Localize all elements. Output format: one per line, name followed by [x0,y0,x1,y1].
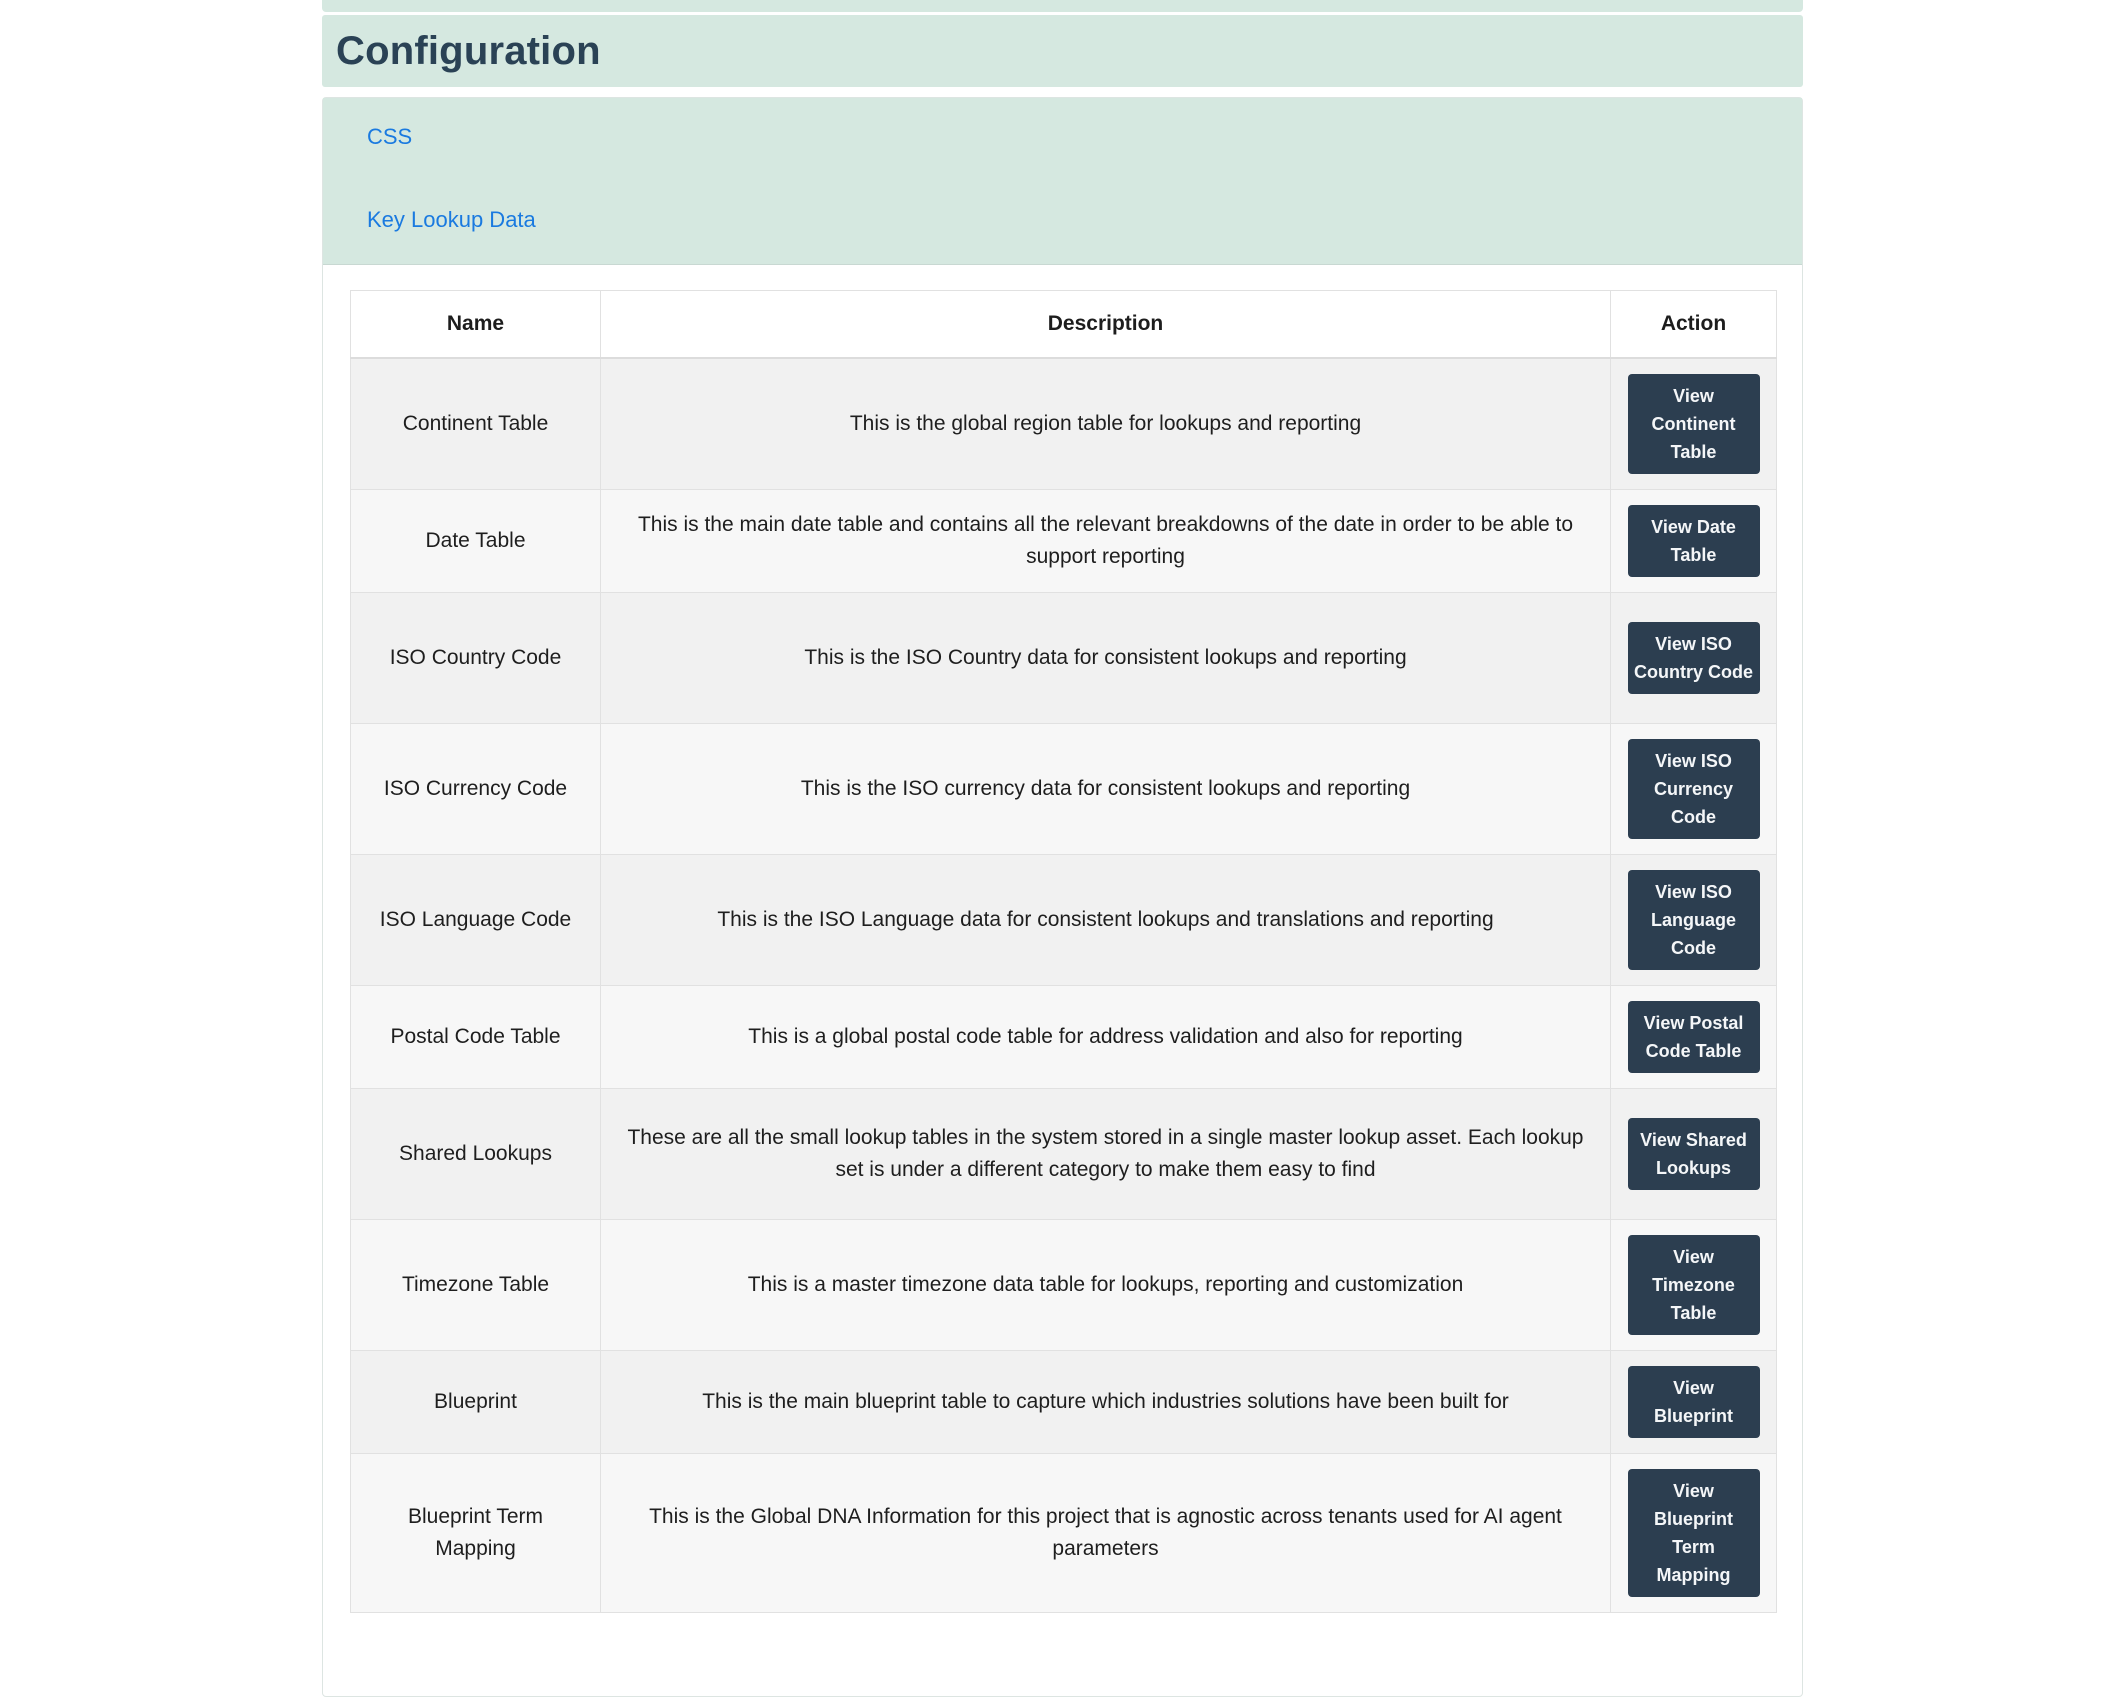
table-row [351,986,1777,1089]
table-row [351,1220,1777,1351]
content-panel [322,97,1803,1697]
view-blueprint-button[interactable]: View Blueprint [1628,1366,1760,1438]
table-header-row [351,291,1777,359]
column-header-name: Name [351,291,601,359]
view-shared-lookups-button[interactable]: View Shared Lookups [1628,1118,1760,1190]
column-header-action: Action [1611,291,1777,359]
page-container [322,0,1803,1650]
cell-action [1611,490,1777,593]
page-title: Configuration [336,28,601,73]
nav-links [323,98,1802,265]
cell-name: Continent Table [351,358,601,490]
cell-name: Blueprint Term Mapping [351,1454,601,1613]
cell-name: Date Table [351,490,601,593]
table-row [351,855,1777,986]
cell-name: Postal Code Table [351,986,601,1089]
view-iso-country-code-button[interactable]: View ISO Country Code [1628,622,1760,694]
cell-action [1611,724,1777,855]
cell-action [1611,1220,1777,1351]
cell-description: This is the main date table and contains all the relevant breakdowns of the date in order to be able to support reporting [601,490,1611,593]
view-iso-currency-code-button[interactable]: View ISO Currency Code [1628,739,1760,839]
link-key-lookup-data[interactable]: Key Lookup Data [367,207,536,232]
view-blueprint-term-mapping-button[interactable]: View Blueprint Term Mapping [1628,1469,1760,1597]
cell-description: This is the ISO Country data for consistent lookups and reporting [601,593,1611,724]
cell-name: Blueprint [351,1351,601,1454]
cell-description: This is a master timezone data table for lookups, reporting and customization [601,1220,1611,1351]
cell-description: This is a global postal code table for address validation and also for reporting [601,986,1611,1089]
view-date-table-button[interactable]: View Date Table [1628,505,1760,577]
table-row [351,1089,1777,1220]
cell-name: ISO Country Code [351,593,601,724]
title-bar [322,15,1803,87]
cell-name: ISO Currency Code [351,724,601,855]
cell-name: ISO Language Code [351,855,601,986]
cell-name: Shared Lookups [351,1089,601,1220]
top-strip [322,0,1803,12]
cell-description: This is the global region table for lookups and reporting [601,358,1611,490]
cell-action [1611,855,1777,986]
view-continent-table-button[interactable]: View Continent Table [1628,374,1760,474]
lookup-table [350,290,1777,1613]
view-postal-code-table-button[interactable]: View Postal Code Table [1628,1001,1760,1073]
view-iso-language-code-button[interactable]: View ISO Language Code [1628,870,1760,970]
table-row [351,724,1777,855]
cell-name: Timezone Table [351,1220,601,1351]
cell-action [1611,593,1777,724]
table-row [351,490,1777,593]
cell-description: This is the ISO Language data for consistent lookups and translations and reporting [601,855,1611,986]
cell-action [1611,1454,1777,1613]
table-row [351,1351,1777,1454]
cell-action [1611,1351,1777,1454]
table-wrapper [323,265,1802,1613]
link-css[interactable]: CSS [367,124,413,149]
view-timezone-table-button[interactable]: View Timezone Table [1628,1235,1760,1335]
cell-description: This is the ISO currency data for consistent lookups and reporting [601,724,1611,855]
table-row [351,358,1777,490]
cell-description: These are all the small lookup tables in the system stored in a single master lookup asset. Each lookup set is under a different category to make them easy to find [601,1089,1611,1220]
table-row [351,593,1777,724]
cell-action [1611,986,1777,1089]
column-header-description: Description [601,291,1611,359]
cell-description: This is the Global DNA Information for this project that is agnostic across tenants used for AI agent parameters [601,1454,1611,1613]
cell-action [1611,358,1777,490]
table-row [351,1454,1777,1613]
cell-description: This is the main blueprint table to capture which industries solutions have been built for [601,1351,1611,1454]
cell-action [1611,1089,1777,1220]
